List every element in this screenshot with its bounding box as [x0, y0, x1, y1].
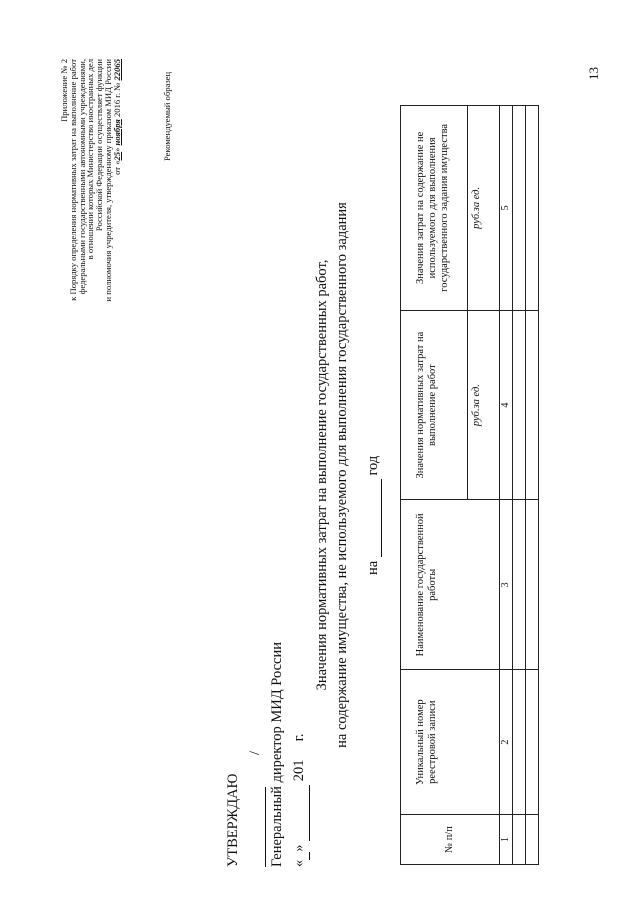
table-cell[interactable]: [526, 670, 539, 815]
column-number: 3: [500, 500, 513, 670]
order-year: 2016 г. №: [111, 80, 122, 120]
order-number: 22065: [111, 59, 122, 81]
column-number: 2: [500, 670, 513, 815]
day-blank: [295, 852, 310, 860]
table-cell[interactable]: [526, 500, 539, 670]
table-cell[interactable]: [513, 670, 526, 815]
signature-blank: [251, 787, 266, 867]
costs-table: [400, 105, 539, 865]
table-cell[interactable]: [513, 310, 526, 500]
table-cell[interactable]: [526, 310, 539, 500]
table-cell[interactable]: [526, 815, 539, 865]
title-line-2: на содержание имущества, не используемого для выполнения государственного задания: [334, 202, 350, 748]
header-cell-number: № п/п: [401, 815, 500, 865]
page-number: 13: [586, 67, 601, 80]
table-cell[interactable]: [526, 106, 539, 311]
document-title: [312, 195, 352, 755]
column-number: 5: [500, 106, 513, 311]
period-line: [365, 456, 382, 575]
period-prefix: на: [365, 560, 381, 575]
header-cell-property-costs: [401, 106, 500, 311]
order-mid: »: [111, 145, 122, 152]
appendix-line: к Порядку определения нормативных затрат на выполнение работ: [67, 59, 78, 301]
date-open: «: [291, 859, 307, 867]
header-cell-registry-id: Уникальный номер реестровой записи: [401, 670, 500, 815]
year-suffix: г.: [291, 733, 307, 742]
signature-slash: /: [247, 751, 263, 756]
signature-line: [244, 642, 266, 867]
table-row: [526, 106, 539, 865]
header-cell-normative-costs: [401, 310, 500, 500]
period-suffix: год: [365, 455, 381, 476]
approval-date-line: [288, 642, 310, 867]
appendix-line: и полномочия учредителя, утвержденному приказом МИД России: [102, 59, 113, 302]
header-text: Значения нормативных затрат на выполнение работ: [415, 331, 438, 479]
table-cell[interactable]: [513, 106, 526, 311]
header-cell-work-name: Наименование государственной работы: [401, 500, 500, 670]
appendix-line: Российской Федерации осуществляет функции: [94, 59, 105, 232]
order-date-line: [113, 59, 122, 329]
title-line-1: Значения нормативных затрат на выполнение государственных работ,: [314, 259, 330, 691]
appendix-line: Приложение № 2: [59, 59, 69, 122]
month-blank: [295, 785, 310, 841]
approve-word: УТВЕРЖДАЮ: [225, 773, 241, 867]
unit-label: руб.за ед.: [467, 106, 485, 310]
column-number: 4: [500, 310, 513, 500]
table-row: [513, 106, 526, 865]
appendix-line: федеральными государственными автономными учреждениями,: [76, 59, 87, 295]
date-close: »: [291, 844, 307, 852]
order-prefix: от «: [111, 160, 122, 175]
table-cell[interactable]: [513, 500, 526, 670]
approver-position: Генеральный директор МИД России: [269, 642, 285, 867]
appendix-block: [60, 59, 122, 329]
order-month: ноября: [111, 119, 122, 146]
header-text: Значения затрат на содержание не используемого для выполнения государственного задания имущества: [415, 123, 450, 292]
column-number-row: [500, 106, 513, 865]
unit-label: руб.за ед.: [467, 311, 485, 500]
order-day: 25: [111, 151, 122, 161]
recommended-sample-label: Рекомендуемый образец: [162, 71, 172, 161]
year-blank: [367, 479, 382, 557]
table-cell[interactable]: [513, 815, 526, 865]
approval-block: [222, 642, 310, 867]
appendix-line: в отношении которых Министерство иностранных дел: [85, 59, 96, 260]
column-number: 1: [500, 815, 513, 865]
year-value: 201: [291, 759, 307, 782]
